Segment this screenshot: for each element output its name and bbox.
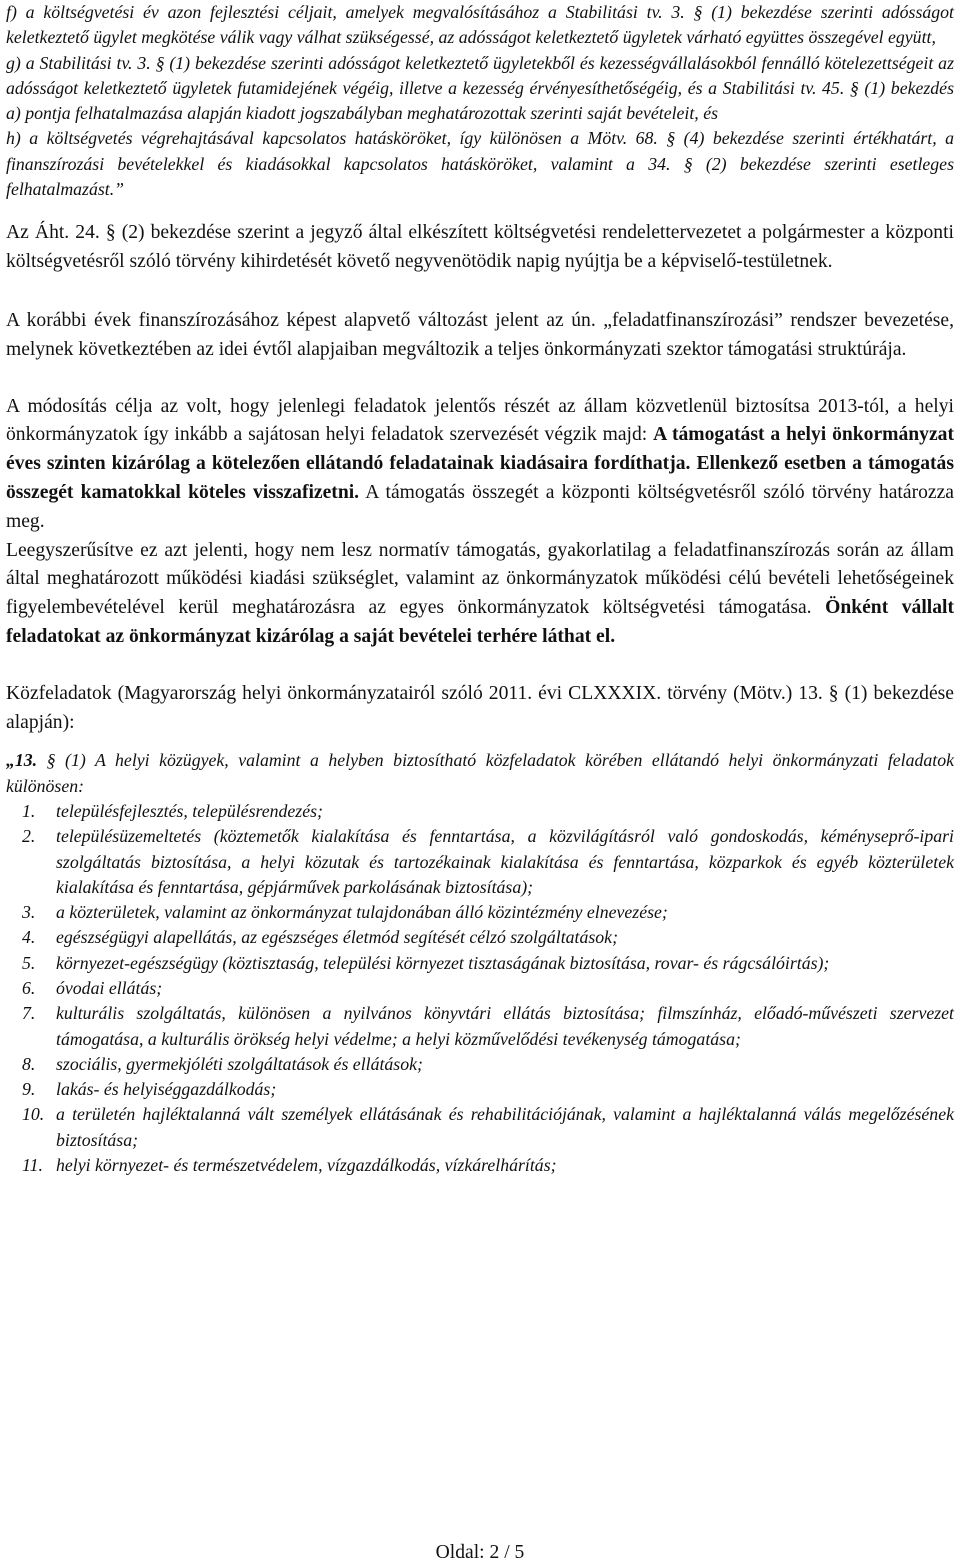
modositas-bold-1: A támogatást a helyi önkormányzat éves szinten kizárólag a kötelezően ellátandó feladatainak kiadásaira fordíthatja. <box>6 424 954 475</box>
law-point-g: g) a Stabilitási tv. 3. § (1) bekezdése szerinti adósságot keletkeztető ügyletekből és kezességvállalásokból fennálló kötelezettségeit az adósságot keletkeztető ügyletek futamidejének végéig, illetve a kezesség érvényesíthetőségéig, és a Stabilitási tv. 45. § (1) bekezdés a) pontja felhatalmazása alapján kiadott jogszabályban meghatározottak szerinti saját bevételeit, és <box>6 52 954 124</box>
modositas-text-1: A módosítás célja az volt, hogy jelenlegi feladatok jelentős részét az állam közvetlenül biztosítsa 2013-tól, a helyi önkormányzatok így inkább a sajátosan helyi feladatok szervezését végzik majd: <box>6 395 954 446</box>
list-item <box>6 799 954 824</box>
leegyszerusitve-text: Leegyszerűsítve ez azt jelenti, hogy nem lesz normatív támogatás, gyakorlatilag a feladatfinanszírozás során az állam által meghatározott működési kiadási szükséglet, valamint az önkormányzatok működési célú bevételi lehetőségeinek figyelembevételével kerül meghatározásra az egyes önkormányzatok költségvetési támogatása. <box>6 539 954 619</box>
list-item-number: 6. <box>22 978 36 998</box>
list-item <box>6 900 954 925</box>
list-item-number: 2. <box>22 826 36 847</box>
footer-label: Oldal: <box>435 1542 490 1563</box>
law-point-h: h) a költségvetés végrehajtásával kapcsolatos hatásköröket, így különösen a Mötv. 68. § (4) bekezdése szerinti értékhatárt, a finanszírozási bevételekkel és kiadásokkal kapcsolatos hatásköröket, valamint a 34. § (2) bekezdése szerinti esetleges felhatalmazást.” <box>6 128 954 200</box>
list-item <box>6 925 954 950</box>
list-item <box>6 1153 954 1178</box>
quote-lead <box>6 748 954 799</box>
list-item-text: óvodai ellátás; <box>56 978 163 998</box>
leegyszerusitve-bold: Önként vállalt feladatokat az önkormányzat kizárólag a saját bevételei terhére láthat el. <box>6 597 954 647</box>
list-item-text: kulturális szolgáltatás, különösen a nyilvános könyvtári ellátás biztosítása; filmszínház, előadó-művészeti szervezet támogatása, a kulturális örökség helyi védelme; a helyi közművelődési tevékenység támogatása; <box>56 1003 954 1049</box>
paragraph-aht: Az Áht. 24. § (2) bekezdése szerint a jegyző által elkészített költségvetési rendelettervezetet a polgármester a központi költségvetésről szóló törvény kihirdetését követő negyvenötödik napig nyújtja be a képviselő-testületnek. <box>6 222 954 273</box>
page-footer <box>0 1542 960 1564</box>
list-item-text: egészségügyi alapellátás, az egészséges életmód segítését célzó szolgáltatások; <box>56 927 618 948</box>
quote-lead-text: § (1) A helyi közügyek, valamint a helyben biztosítható közfeladatok körében ellátandó helyi önkormányzati feladatok különösen: <box>6 750 954 796</box>
list-item-text: településüzemeltetés (köztemetők kialakítása és fenntartása, a közvilágításról való gondoskodás, kéményseprő-ipari szolgáltatás biztosítása, a helyi közutak és tartozékainak kialakítása és fenntartása, közparkok és egyéb közterületek kialakítása és fenntartása, gépjárművek parkolásának biztosítása); <box>56 826 954 897</box>
quote-section-number: „13. <box>6 750 38 771</box>
list-item-number: 8. <box>22 1053 36 1074</box>
list-item-number: 1. <box>22 800 36 821</box>
list-item-text: helyi környezet- és természetvédelem, vízgazdálkodás, vízkárelhárítás; <box>56 1155 557 1176</box>
list-item-number: 11. <box>22 1155 43 1176</box>
law-point-f: f) a költségvetési év azon fejlesztési céljait, amelyek megvalósításához a Stabilitási tv. 3. § (1) bekezdése szerinti adósságot keletkeztető ügylet megkötése válik vagy válhat szükségessé, az adósságot keletkeztető ügyletek várható együttes összegével együtt, <box>6 2 954 48</box>
list-item <box>6 1001 954 1052</box>
list-item-text: lakás- és helyiséggazdálkodás; <box>56 1079 277 1100</box>
paragraph-leegyszerusitve <box>6 537 954 652</box>
paragraph-modositas <box>6 393 954 537</box>
list-item-number: 9. <box>22 1079 36 1100</box>
list-item-number: 5. <box>22 952 36 973</box>
list-item <box>6 1077 954 1102</box>
list-item-text: szociális, gyermekjóléti szolgáltatások és ellátások; <box>56 1053 423 1074</box>
list-item-number: 3. <box>22 902 36 923</box>
list-item-text: környezet-egészségügy (köztisztaság, települési környezet tisztaságának biztosítása, rovar- és rágcsálóirtás); <box>56 952 830 973</box>
list-item-text: a közterületek, valamint az önkormányzat tulajdonában álló közintézmény elnevezése; <box>56 902 668 923</box>
document-page <box>6 0 954 1178</box>
list-item-number: 7. <box>22 1003 36 1024</box>
paragraph-kozfeladatok: Közfeladatok (Magyarország helyi önkormányzatairól szóló 2011. évi CLXXXIX. törvény (Mötv.) 13. § (1) bekezdése alapján): <box>6 682 954 733</box>
list-item-number: 4. <box>22 927 36 948</box>
list-item-text: a területén hajléktalanná vált személyek ellátásának és rehabilitációjának, valamint a hajléktalanná válás megelőzésének biztosítása; <box>56 1104 954 1150</box>
list-item <box>6 824 954 900</box>
paragraph-korabbi-evek: A korábbi évek finanszírozásához képest alapvető változást jelent az ún. „feladatfinanszírozási” rendszer bevezetése, melynek következtében az idei évtől alapjaiban megváltozik a teljes önkormányzati szektor támogatási struktúrája. <box>6 309 954 360</box>
list-item-text: településfejlesztés, településrendezés; <box>56 800 323 821</box>
modositas-text-2: A támogatás összegét a központi költségvetésről szóló törvény határozza meg. <box>6 481 954 532</box>
list-item <box>6 976 954 1001</box>
task-list <box>6 799 954 1178</box>
page-number: 2 / 5 <box>489 1542 525 1563</box>
list-item-number: 10. <box>22 1104 45 1125</box>
list-item <box>6 1102 954 1153</box>
list-item <box>6 1052 954 1077</box>
list-item <box>6 951 954 976</box>
modositas-bold-2: Ellenkező esetben a támogatás összegét kamatokkal köteles visszafizetni. <box>6 453 954 503</box>
